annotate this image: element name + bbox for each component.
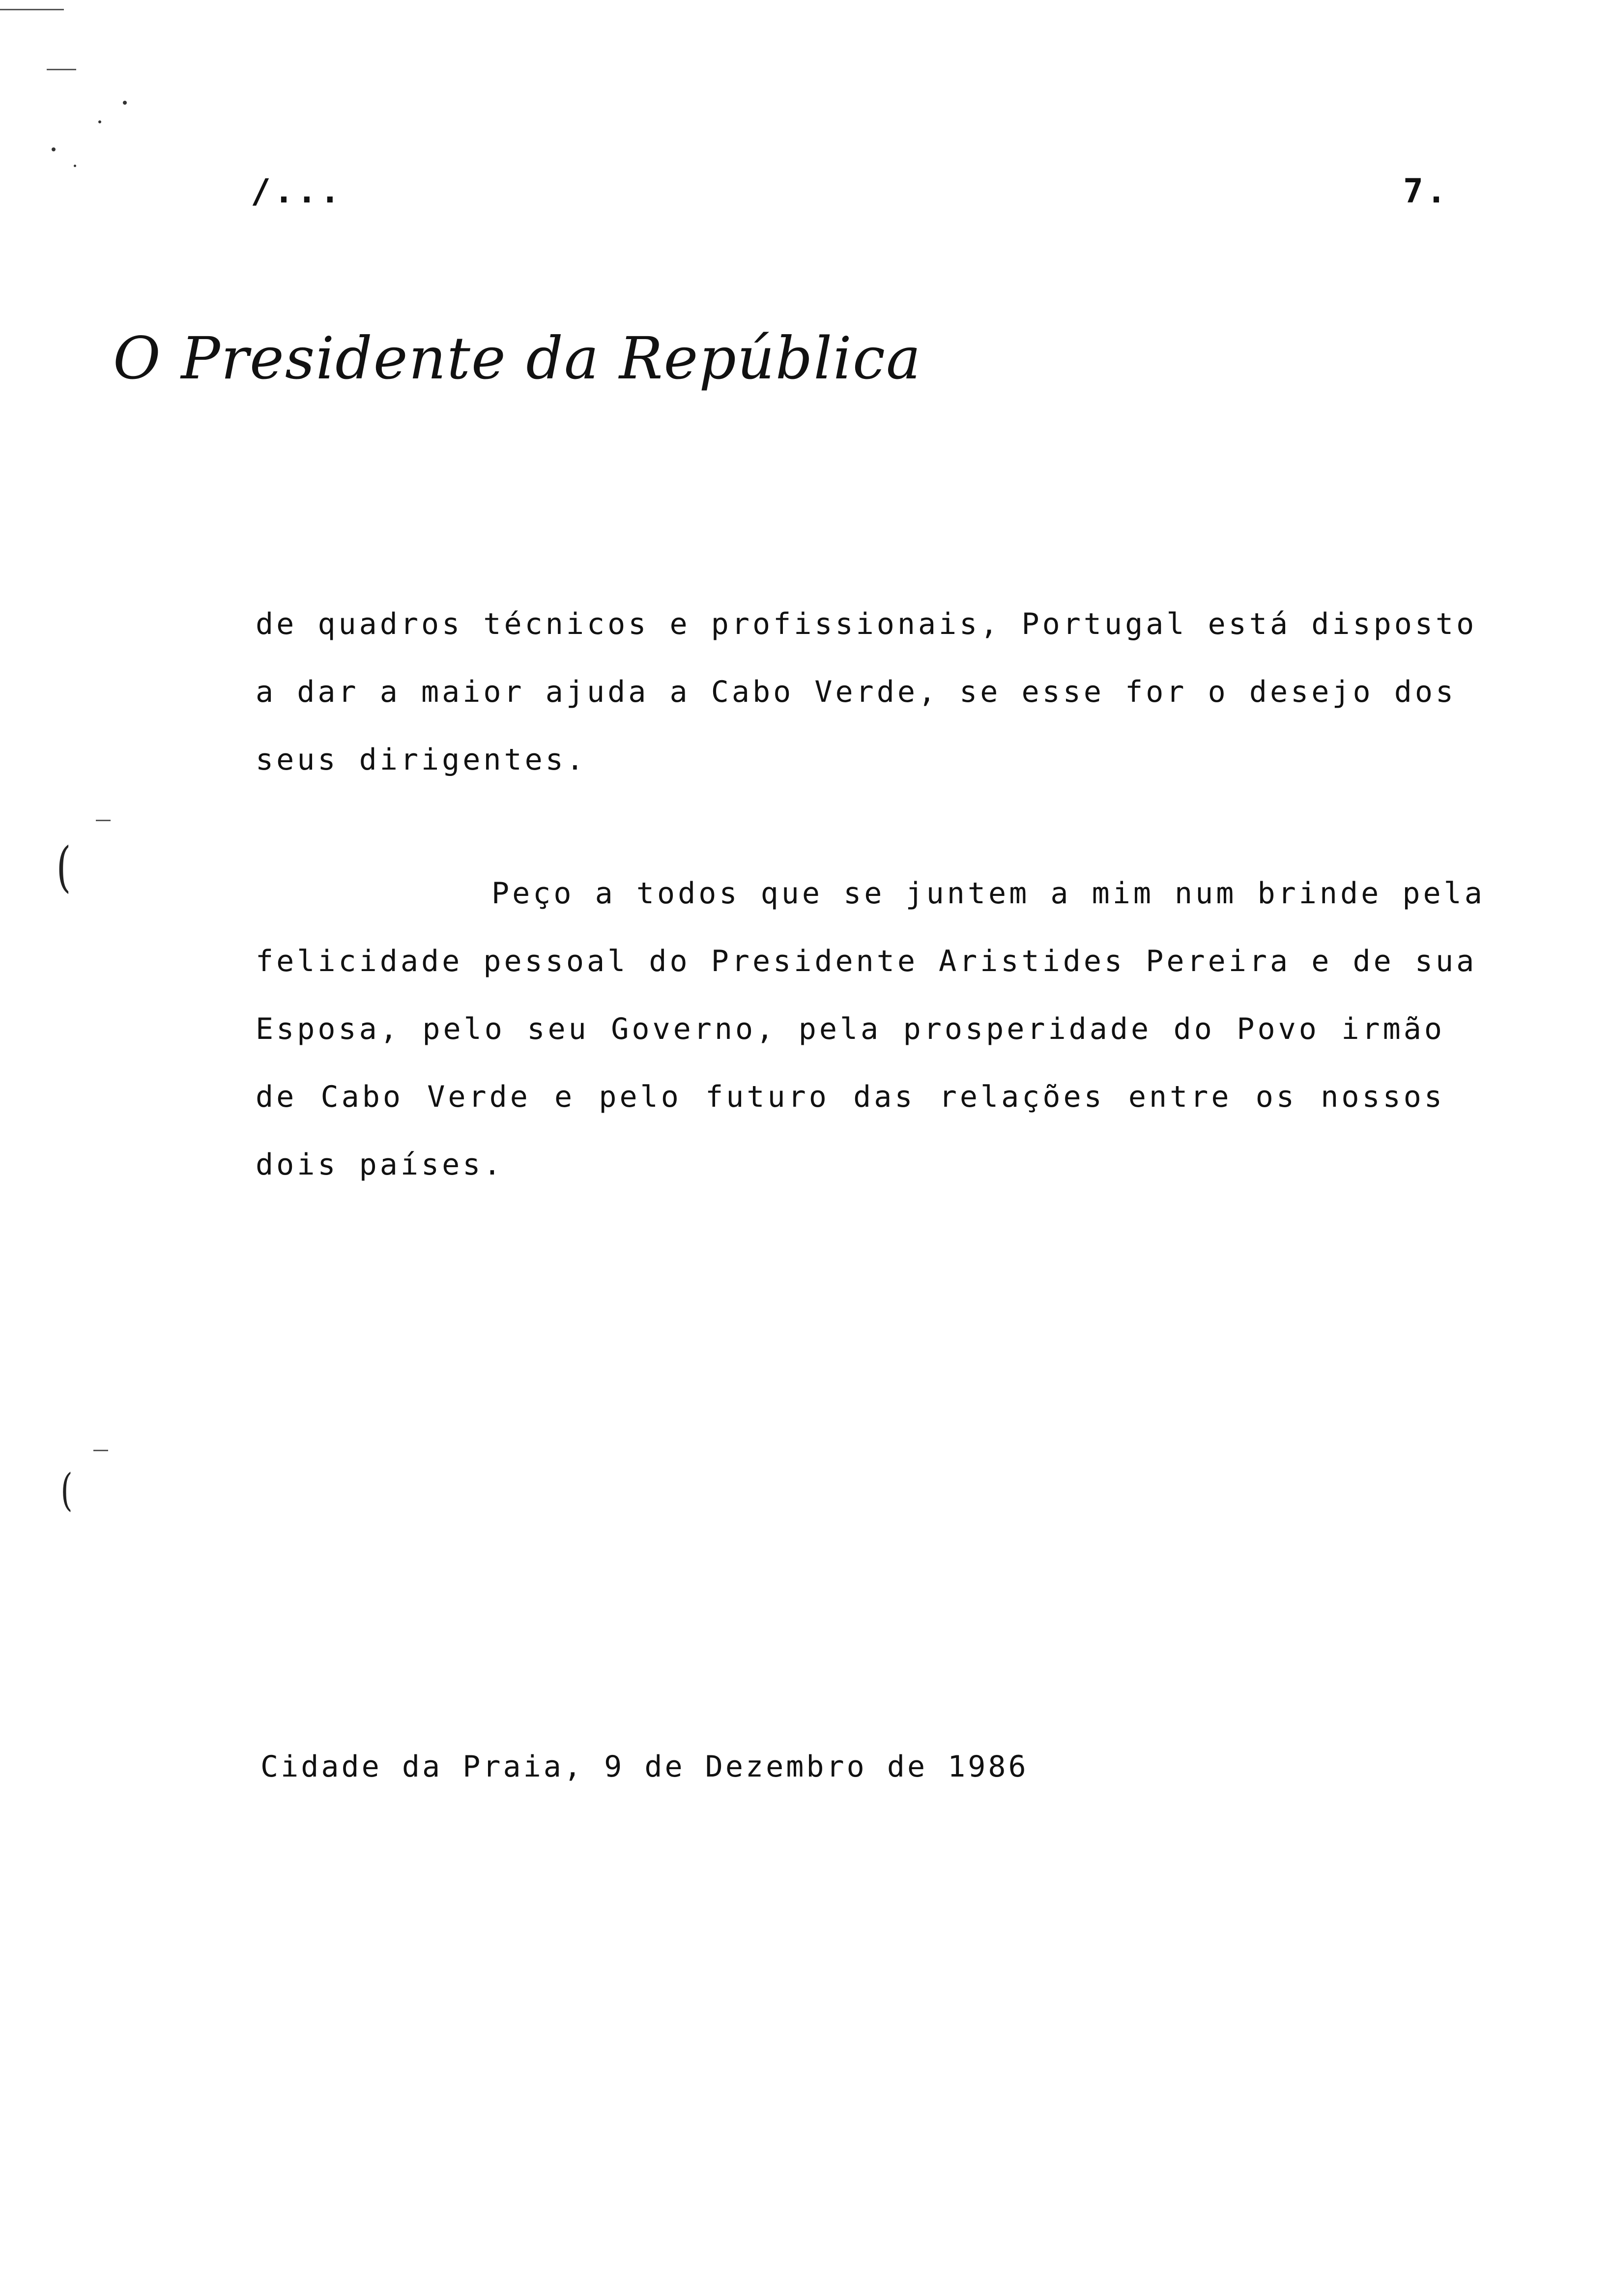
continuation-marker: /... [251, 172, 343, 211]
closing-place-date: Cidade da Praia, 9 de Dezembro de 1986 [260, 1750, 1029, 1784]
scan-artifact-line [93, 1450, 108, 1451]
scan-artifact-dot [98, 120, 101, 123]
letterhead-title: O Presidente da República [113, 324, 922, 392]
body-line: felicidade pessoal do Presidente Aristides Pereira e de sua [256, 944, 1477, 978]
margin-mark: ( [60, 1464, 73, 1516]
scan-artifact-line [96, 820, 111, 821]
body-line: de quadros técnicos e profissionais, Portugal está disposto [256, 607, 1477, 641]
page-number: 7. [1403, 172, 1449, 211]
scan-artifact-dot [123, 101, 127, 105]
body-line: de Cabo Verde e pelo futuro das relações entre os nossos [256, 1080, 1445, 1114]
scan-artifact-dot [74, 165, 76, 167]
body-line: seus dirigentes. [256, 743, 587, 777]
scan-artifact-dot [52, 147, 56, 151]
body-line: a dar a maior ajuda a Cabo Verde, se esse for o desejo dos [256, 675, 1457, 709]
body-line: Esposa, pelo seu Governo, pela prosperidade do Povo irmão [256, 1012, 1445, 1046]
body-line: Peço a todos que se juntem a mim num brinde pela [491, 876, 1485, 911]
scan-artifact-line [47, 69, 76, 70]
body-line: dois países. [256, 1148, 504, 1182]
margin-mark: ( [56, 835, 71, 898]
scan-artifact-line [0, 9, 64, 10]
